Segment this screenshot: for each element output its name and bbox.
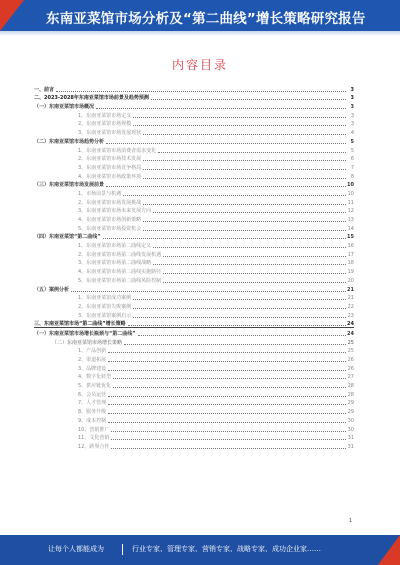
toc-entry-title: 5、供应链优化 xyxy=(78,383,112,390)
toc-entry-title: （三）东南亚菜馆市场发展前景 xyxy=(34,182,105,189)
toc-entry[interactable] xyxy=(34,301,354,310)
toc-entry-title: 2、东南亚菜馆失败案例 xyxy=(78,303,132,310)
toc-leader-dots xyxy=(143,178,346,179)
toc-entry-title: 3、东南亚菜馆市场第二曲线战略 xyxy=(78,260,152,267)
toc-entry-page: 6 xyxy=(350,156,354,163)
toc-entry-page: 24 xyxy=(347,330,354,337)
toc-entry-page: 25 xyxy=(347,339,354,346)
toc-leader-dots xyxy=(143,169,346,170)
toc-entry-title: 3、品牌建设 xyxy=(78,365,107,372)
toc-entry[interactable] xyxy=(34,136,354,145)
toc-leader-dots xyxy=(163,282,346,283)
toc-entry-title: 2、东南亚菜馆市场规模 xyxy=(78,121,132,128)
toc-leader-dots xyxy=(108,413,346,414)
toc-entry-title: 三、东南亚菜馆市场“第二曲线”增长策略 xyxy=(34,321,126,328)
toc-entry-title: 9、成本控制 xyxy=(78,417,107,424)
toc-entry-title: 7、人才管理 xyxy=(78,400,107,407)
header-accent xyxy=(0,0,24,31)
toc-leader-dots xyxy=(158,152,346,153)
toc-entry-page: 14 xyxy=(347,225,354,232)
toc-leader-dots xyxy=(143,221,346,222)
toc-entry-page: 8 xyxy=(350,173,354,180)
toc-entry-title: （一）东南亚菜馆市场增长瓶颈与“第二曲线” xyxy=(34,330,136,337)
toc-entry[interactable] xyxy=(34,110,354,119)
toc-entry[interactable] xyxy=(34,441,354,450)
toc-entry-page: 15 xyxy=(347,234,354,241)
toc-leader-dots xyxy=(56,91,346,92)
toc-entry-page: 26 xyxy=(347,357,354,363)
toc-entry[interactable] xyxy=(34,197,354,206)
toc-entry-page: 30 xyxy=(347,426,354,433)
toc-entry-title: 6、会员运营 xyxy=(78,391,107,398)
toc-entry[interactable] xyxy=(34,424,354,433)
toc-entry[interactable] xyxy=(34,240,354,249)
footer-divider xyxy=(122,544,123,555)
toc-entry-title: 二、2023-2028年东南亚菜馆市场前景及趋势预测 xyxy=(34,95,149,102)
toc-entry-page: 20 xyxy=(347,277,354,284)
toc-entry-page: 10 xyxy=(347,190,354,197)
table-of-contents xyxy=(34,84,354,450)
toc-entry-page: 22 xyxy=(347,303,354,310)
toc-leader-dots xyxy=(71,291,346,292)
toc-leader-dots xyxy=(163,256,346,257)
toc-leader-dots xyxy=(108,404,346,405)
toc-entry-page: 21 xyxy=(347,295,354,302)
toc-entry-title: 1、东南亚菜馆市场消费者需求变化 xyxy=(78,147,157,154)
toc-leader-dots xyxy=(128,325,346,326)
toc-entry[interactable] xyxy=(34,145,354,154)
toc-leader-dots xyxy=(108,361,346,362)
toc-entry[interactable] xyxy=(34,346,354,355)
toc-entry-title: 4、东南亚菜馆市场第二曲线实施路径 xyxy=(78,269,162,276)
toc-entry-title: 3、东南亚菜馆市场未来发展方向 xyxy=(78,208,152,215)
toc-entry[interactable] xyxy=(34,266,354,275)
toc-entry-title: （二）东南亚菜馆市场增长策略 xyxy=(52,339,123,346)
toc-entry-page: 5 xyxy=(350,138,354,145)
toc-entry-title: （四）东南亚菜馆“第二曲线” xyxy=(34,234,101,241)
toc-leader-dots xyxy=(108,422,346,423)
toc-leader-dots xyxy=(111,448,346,449)
toc-entry-title: 1、东南亚菜馆成功案例 xyxy=(78,295,132,302)
toc-entry[interactable] xyxy=(34,354,354,363)
toc-entry-title: 3、东南亚菜馆市场竞争格局 xyxy=(78,164,142,171)
toc-leader-dots xyxy=(143,204,346,205)
toc-entry-page: 18 xyxy=(347,260,354,267)
toc-entry[interactable] xyxy=(34,249,354,258)
toc-entry[interactable] xyxy=(34,406,354,415)
toc-entry-title: 1、东南亚菜馆市场定义 xyxy=(78,112,132,119)
report-title: 东南亚菜馆市场分析及“第二曲线”增长策略研究报告 xyxy=(46,11,366,27)
page-footer xyxy=(0,535,400,565)
toc-leader-dots xyxy=(106,143,346,144)
toc-entry[interactable] xyxy=(34,258,354,267)
toc-leader-dots xyxy=(96,108,346,109)
toc-leader-dots xyxy=(143,160,346,161)
toc-entry[interactable] xyxy=(34,93,354,102)
toc-leader-dots xyxy=(163,273,346,274)
toc-entry[interactable] xyxy=(34,433,354,442)
toc-entry[interactable] xyxy=(34,310,354,319)
toc-leader-dots xyxy=(151,99,346,100)
toc-entry-title: 12、跨界合作 xyxy=(78,443,110,450)
toc-entry-page: 13 xyxy=(347,217,354,223)
toc-leader-dots xyxy=(123,195,346,196)
toc-entry-page: 16 xyxy=(347,243,354,250)
toc-entry-page: 5 xyxy=(350,147,354,154)
toc-leader-dots xyxy=(143,134,346,135)
toc-entry-page: 23 xyxy=(347,312,354,319)
toc-entry[interactable] xyxy=(34,206,354,215)
toc-leader-dots xyxy=(143,230,346,231)
toc-entry-page: 3 xyxy=(350,104,354,111)
toc-entry-page: 30 xyxy=(347,417,354,424)
toc-entry-title: 8、服务升级 xyxy=(78,409,107,416)
toc-leader-dots xyxy=(106,186,346,187)
toc-entry-title: 4、数字化转型 xyxy=(78,374,112,381)
toc-entry[interactable] xyxy=(34,328,354,337)
toc-entry[interactable] xyxy=(34,127,354,136)
toc-entry-title: 4、东南亚菜馆市场创新策略 xyxy=(78,217,142,223)
toc-entry-page: 10 xyxy=(347,182,354,189)
toc-leader-dots xyxy=(133,317,346,318)
toc-leader-dots xyxy=(111,431,346,432)
toc-entry-title: 3、东南亚菜馆市场发展现状 xyxy=(78,130,142,137)
toc-entry-page: 31 xyxy=(347,435,354,442)
toc-entry-page: 28 xyxy=(347,391,354,398)
footer-slogan-left: 让每个人都能成为 xyxy=(48,545,104,553)
toc-entry-page: 4 xyxy=(350,130,354,137)
toc-entry-title: 2、渠道拓展 xyxy=(78,357,107,363)
toc-entry-title: 2、东南亚菜馆市场第二曲线发展机遇 xyxy=(78,251,162,258)
toc-entry-title: 2、东南亚菜馆市场发展挑战 xyxy=(78,199,142,206)
toc-entry-page: 29 xyxy=(347,409,354,416)
toc-entry[interactable] xyxy=(34,223,354,232)
toc-leader-dots xyxy=(133,299,346,300)
toc-entry[interactable] xyxy=(34,293,354,302)
toc-leader-dots xyxy=(124,344,346,345)
toc-leader-dots xyxy=(133,125,346,126)
toc-entry[interactable] xyxy=(34,363,354,372)
toc-entry-page: 11 xyxy=(347,199,354,206)
toc-entry[interactable] xyxy=(34,180,354,189)
toc-entry-page: 19 xyxy=(347,269,354,276)
page-number: 1 xyxy=(348,518,352,524)
toc-entry[interactable] xyxy=(34,284,354,293)
toc-entry-page: 12 xyxy=(347,208,354,215)
toc-entry-page: 7 xyxy=(350,164,354,171)
header-shadow xyxy=(0,31,400,36)
toc-entry-title: （二）东南亚菜馆市场趋势分析 xyxy=(34,138,105,145)
toc-entry-title: 3、东南亚菜馆案例启示 xyxy=(78,312,132,319)
toc-entry-page: 28 xyxy=(347,383,354,390)
toc-entry-page: 26 xyxy=(347,365,354,372)
toc-leader-dots xyxy=(108,396,346,397)
toc-leader-dots xyxy=(111,439,346,440)
toc-entry-title: 1、东南亚菜馆市场第二曲线定义 xyxy=(78,243,152,250)
footer-accent xyxy=(378,535,400,565)
toc-leader-dots xyxy=(113,387,346,388)
toc-leader-dots xyxy=(138,335,346,336)
toc-heading: 内容目录 xyxy=(171,58,228,72)
toc-leader-dots xyxy=(153,212,346,213)
toc-entry-page: 27 xyxy=(347,374,354,381)
toc-entry-page: 24 xyxy=(347,321,354,328)
toc-entry-page: 17 xyxy=(347,251,354,258)
toc-leader-dots xyxy=(108,352,346,353)
page-header xyxy=(0,0,400,38)
toc-entry[interactable] xyxy=(34,415,354,424)
toc-entry-title: 10、营销推广 xyxy=(78,426,110,433)
toc-leader-dots xyxy=(103,238,346,239)
toc-entry[interactable] xyxy=(34,154,354,163)
toc-entry[interactable] xyxy=(34,398,354,407)
toc-entry[interactable] xyxy=(34,214,354,223)
toc-entry[interactable] xyxy=(34,372,354,381)
toc-entry[interactable] xyxy=(34,275,354,284)
toc-entry-title: 2、东南亚菜馆市场技术发展 xyxy=(78,156,142,163)
toc-entry[interactable] xyxy=(34,232,354,241)
toc-entry-page: 3 xyxy=(350,112,354,119)
toc-entry[interactable] xyxy=(34,119,354,128)
toc-entry-title: （一）东南亚菜馆市场概况 xyxy=(34,104,95,111)
toc-entry-page: 21 xyxy=(347,286,354,293)
toc-entry-page: 29 xyxy=(347,400,354,407)
toc-leader-dots xyxy=(133,308,346,309)
footer-slogan-right: 行业专家、管理专家、营销专家、战略专家、成功企业家…… xyxy=(132,545,321,553)
toc-entry[interactable] xyxy=(34,84,354,93)
toc-entry[interactable] xyxy=(34,389,354,398)
toc-entry[interactable] xyxy=(34,319,354,329)
toc-entry-page: 3 xyxy=(350,86,354,93)
toc-entry[interactable] xyxy=(34,101,354,110)
toc-entry-title: 一、前言 xyxy=(34,86,55,93)
toc-entry[interactable] xyxy=(34,380,354,389)
toc-leader-dots xyxy=(108,370,346,371)
toc-leader-dots xyxy=(133,117,346,118)
toc-entry[interactable] xyxy=(34,162,354,171)
toc-entry-page: 3 xyxy=(350,121,354,128)
toc-entry-title: 5、东南亚菜馆市场投资机会 xyxy=(78,225,142,232)
toc-entry-page: 31 xyxy=(347,443,354,450)
toc-entry-page: 25 xyxy=(347,348,354,355)
toc-entry[interactable] xyxy=(34,171,354,180)
toc-entry-page: 3 xyxy=(350,95,354,102)
toc-leader-dots xyxy=(153,247,346,248)
toc-entry-title: 5、东南亚菜馆市场第二曲线风险控制 xyxy=(78,277,162,284)
toc-entry-title: 11、文化营销 xyxy=(78,435,110,442)
toc-entry[interactable] xyxy=(34,188,354,197)
toc-entry-title: 4、东南亚菜馆市场政策环境 xyxy=(78,173,142,180)
toc-entry[interactable] xyxy=(34,337,354,346)
toc-leader-dots xyxy=(113,378,346,379)
toc-entry-title: （五）案例分析 xyxy=(34,286,70,293)
toc-entry-title: 1、产品创新 xyxy=(78,348,107,355)
toc-entry-title: 1、市场前景与机遇 xyxy=(78,190,122,197)
toc-leader-dots xyxy=(153,264,346,265)
